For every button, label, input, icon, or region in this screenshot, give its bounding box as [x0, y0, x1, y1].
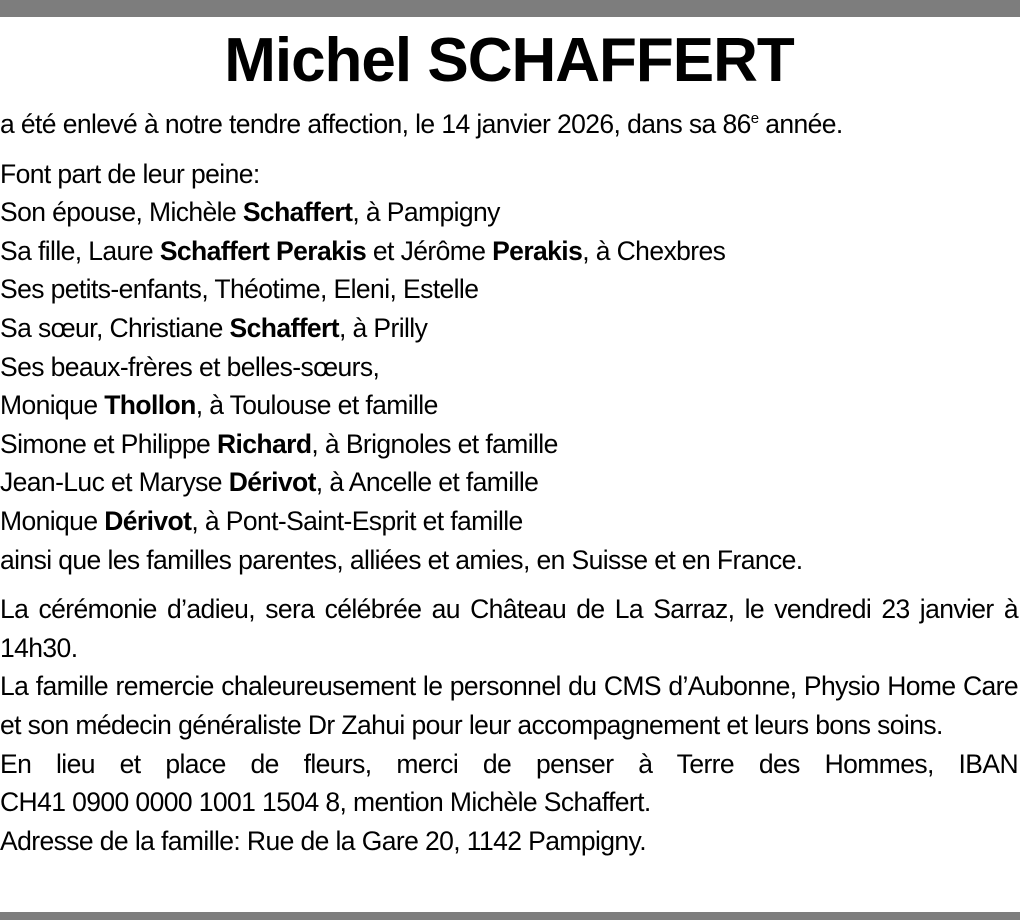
family-text: Ses petits-enfants, Théotime, Eleni, Estelle — [0, 274, 479, 305]
family-address: Adresse de la famille: Rue de la Gare 20, 1142 Pampigny. — [0, 825, 646, 856]
family-place: , à Pampigny — [352, 197, 500, 228]
family-text: Simone et Philippe — [0, 428, 217, 459]
family-place: , à Brignoles et famille — [311, 428, 558, 459]
family-text: et Jérôme — [366, 235, 493, 266]
family-text: Monique — [0, 390, 105, 421]
ordinal-suffix: e — [750, 110, 759, 127]
family-text: ainsi que les familles parentes, alliées et amies, en Suisse et en France. — [0, 544, 803, 575]
family-surname: Dérivot — [104, 505, 192, 536]
family-line — [0, 541, 1018, 580]
family-line — [0, 309, 1018, 348]
family-place: , à Chexbres — [582, 235, 726, 266]
family-surname: Schaffert Perakis — [159, 235, 367, 266]
announcement-text: a été enlevé à notre tendre affection, le 14 janvier 2026, dans sa 86 — [0, 109, 751, 139]
ceremony-paragraph: La cérémonie d’adieu, sera célébrée au Château de La Sarraz, le vendredi 23 janvier à 14h30. — [0, 594, 1018, 663]
donation-paragraph — [0, 745, 1018, 822]
family-text: Sa sœur, Christiane — [0, 312, 230, 343]
family-surname: Perakis — [492, 235, 583, 266]
family-text: Ses beaux-frères et belles-sœurs, — [0, 351, 380, 382]
deceased-name: Michel SCHAFFERT — [224, 26, 794, 95]
family-place: , à Toulouse et famille — [195, 390, 438, 421]
family-surname: Thollon — [104, 390, 196, 421]
announcement-line — [0, 105, 1018, 144]
family-line — [0, 193, 1018, 232]
family-line — [0, 386, 1018, 425]
family-place: , à Pont-Saint-Esprit et famille — [191, 505, 523, 536]
family-surname: Schaffert — [242, 197, 353, 228]
family-text: Sa fille, Laure — [0, 235, 160, 266]
family-place: , à Ancelle et famille — [315, 467, 539, 498]
family-line — [0, 232, 1018, 271]
family-line — [0, 463, 1018, 502]
top-rule — [0, 0, 1020, 17]
bottom-rule — [0, 912, 1020, 920]
donation-line: CH41 0900 0000 1001 1504 8, mention Michèle Schaffert. — [0, 787, 651, 818]
thanks-paragraph: La famille remercie chaleureusement le personnel du CMS d’Aubonne, Physio Home Care et son médecin généraliste Dr Zahui pour leur accompagnement et leurs bons soins. — [0, 671, 1018, 740]
announcement-end: année. — [758, 109, 843, 139]
family-line — [0, 270, 1018, 309]
family-surname: Dérivot — [228, 467, 316, 498]
family-line — [0, 502, 1018, 541]
family-text: Jean-Luc et Maryse — [0, 467, 229, 498]
family-line — [0, 348, 1018, 387]
obituary-notice — [0, 17, 1018, 860]
donation-line: En lieu et place de fleurs, merci de penser à Terre des Hommes, IBAN — [0, 748, 1018, 779]
mourners-intro: Font part de leur peine: — [0, 158, 260, 189]
family-line — [0, 425, 1018, 464]
family-surname: Schaffert — [229, 312, 339, 343]
family-list — [0, 193, 1018, 579]
family-text: Monique — [0, 505, 105, 536]
family-surname: Richard — [216, 428, 312, 459]
family-place: , à Prilly — [339, 312, 428, 343]
family-text: Son épouse, Michèle — [0, 197, 243, 228]
